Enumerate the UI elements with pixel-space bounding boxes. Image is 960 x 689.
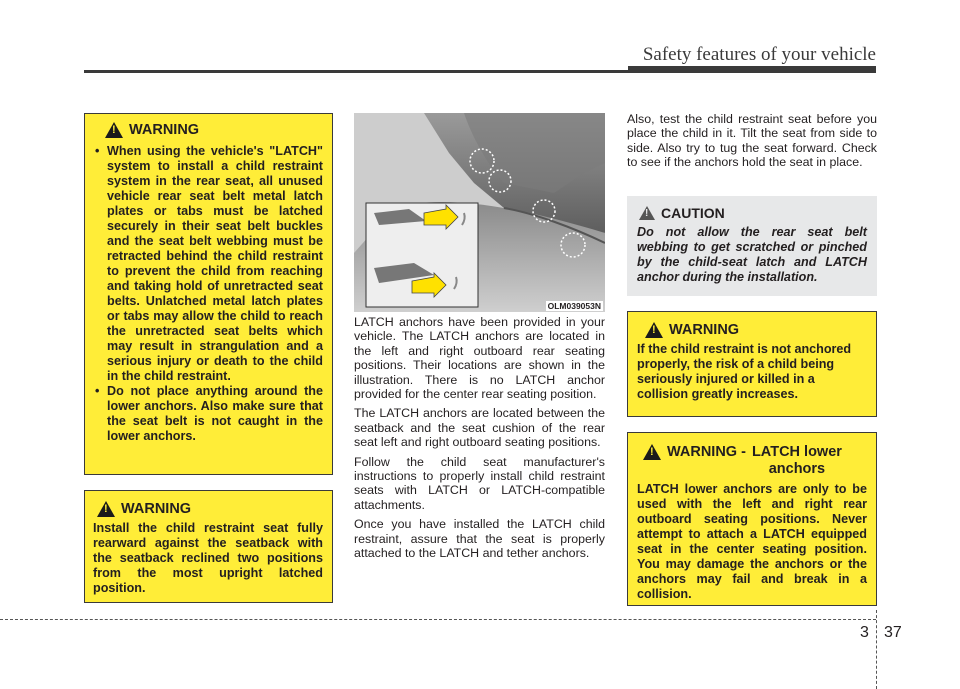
latch-description xyxy=(354,315,605,566)
rear-seat-image xyxy=(354,113,605,312)
warning-bullet: • Do not place anything around the lower anchors. Also make sure that the seat belt is not caught in the lower anchors. xyxy=(93,384,323,444)
warning-header xyxy=(643,444,867,478)
warning-text: LATCH lower anchors are only to be used with the left and right rear outboard seating positions. Never attempt to attach a LATCH equipped seat in the center seating position. You may damage the anchors or the anchors may fail and break in a collision. xyxy=(637,482,867,601)
caution-icon xyxy=(639,206,655,220)
warning-icon xyxy=(105,122,123,138)
caution-box xyxy=(627,196,877,296)
chapter-number: 3 xyxy=(860,624,869,641)
warning-title: WARNING - xyxy=(667,444,746,460)
latch-anchor-illustration xyxy=(354,113,605,312)
section-title: Safety features of your vehicle xyxy=(642,44,876,65)
caution-text: Do not allow the rear seat belt webbing to get scratched or pinched by the child-seat latch and LATCH anchor during the installation. xyxy=(637,225,867,284)
warning-box-lower-anchors xyxy=(627,432,877,606)
caution-header xyxy=(639,205,867,221)
warning-title: WARNING xyxy=(669,322,740,338)
warning-header xyxy=(105,122,323,138)
warning-header xyxy=(97,501,323,517)
warning-icon xyxy=(643,444,661,460)
warning-title: WARNING xyxy=(129,122,200,138)
warning-box-seatback xyxy=(84,490,333,603)
header-rule-tab xyxy=(628,66,876,73)
warning-bullet-list xyxy=(93,144,323,444)
paragraph: Follow the child seat manufacturer's instructions to properly install child restraint seats with LATCH or LATCH-compatible attachments. xyxy=(354,454,605,512)
figure-code: OLM039053N xyxy=(547,301,601,311)
seat-test-instructions: Also, test the child restraint seat before you place the child in it. Tilt the seat from side to side. Also try to tug the seat forward. Check to see if the anchors hold the seat in place. xyxy=(627,112,877,170)
warning-bullet: • When using the vehicle's "LATCH" system to install a child restraint system in the rear seat, all unused vehicle rear seat belt metal latch plates or tabs must be latched securely in their seat belt buckles and the seat belt webbing must be retracted behind the child restraint to prevent the child from reaching and taking hold of unretracted seat belts. Unlatched metal latch plates or tabs may allow the child to reach the unretracted seat belts which may result in strangulation and a serious injury or death to the child in the child restraint. xyxy=(93,144,323,384)
page-divider xyxy=(876,610,877,689)
paragraph: Once you have installed the LATCH child restraint, assure that the seat is properly attached to the LATCH and tether anchors. xyxy=(354,517,605,561)
warning-box-latch-usage xyxy=(84,113,333,475)
warning-icon xyxy=(645,322,663,338)
warning-icon xyxy=(97,501,115,517)
caution-title: CAUTION xyxy=(661,205,725,221)
warning-text: If the child restraint is not anchored properly, the risk of a child being seriously injured or killed in a collision greatly increases. xyxy=(637,342,852,401)
page-number: 37 xyxy=(884,624,902,641)
warning-header xyxy=(645,322,867,338)
warning-text: Install the child restraint seat fully rearward against the seatback with the seatback reclined two positions from the most upright latched position. xyxy=(93,521,323,595)
footer-rule xyxy=(0,619,876,620)
warning-subtitle: LATCH lower anchors xyxy=(751,444,842,477)
paragraph: The LATCH anchors are located between the seatback and the seat cushion of the rear seat left and right outboard seating positions. xyxy=(354,406,605,450)
warning-box-anchoring xyxy=(627,311,877,417)
warning-title: WARNING xyxy=(121,501,192,517)
paragraph: LATCH anchors have been provided in your vehicle. The LATCH anchors are located in the left and right outboard rear seating positions. Their locations are shown in the illustration. There is no LATCH anchor provided for the center rear seating position. xyxy=(354,315,605,402)
